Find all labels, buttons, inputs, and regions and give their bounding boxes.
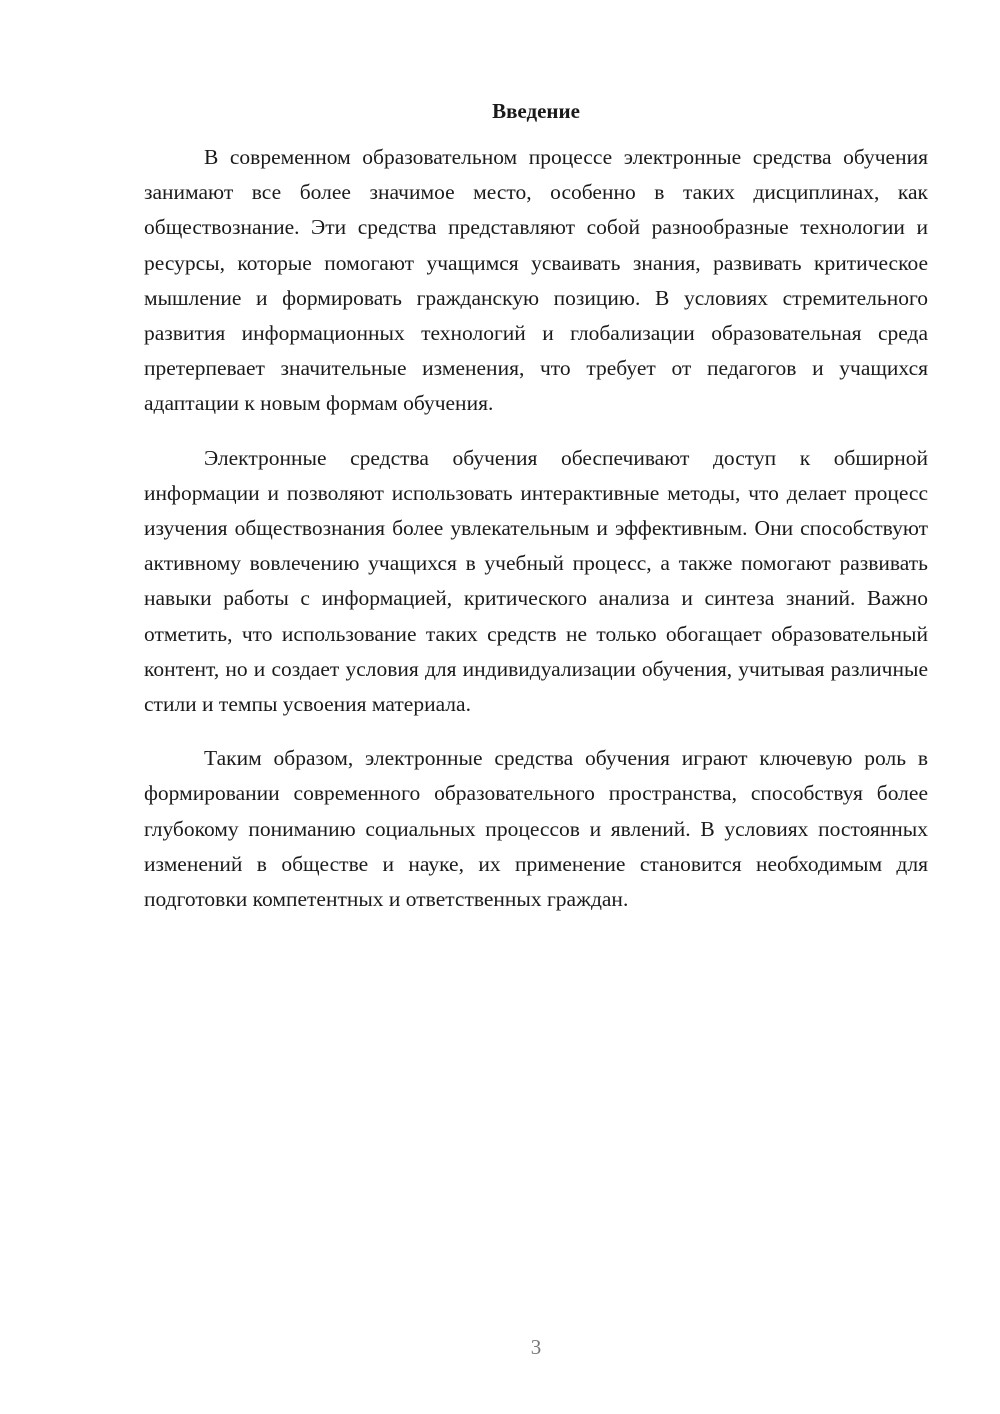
paragraph-2: Электронные средства обучения обеспечивают доступ к обширной информации и позволяют использовать интерактивные методы, что делает процесс изучения обществознания более увлекательным и эффективным. Они способствуют активному вовлечению учащихся в учебный процесс, а также помогают развивать навыки работы с информацией, критического анализа и синтеза знаний. Важно отметить, что использование таких средств не только обогащает образовательный контент, но и создает условия для индивидуализации обучения, учитывая различные стили и темпы усвоения материала. xyxy=(144,445,928,717)
paragraph-3: Таким образом, электронные средства обучения играют ключевую роль в формировании современного образовательного пространства, способствуя более глубокому пониманию социальных процессов и явлений. В условиях постоянных изменений в обществе и науке, их применение становится необходимым для подготовки компетентных и ответственных граждан. xyxy=(144,746,928,912)
page-content xyxy=(144,96,928,936)
page-number: 3 xyxy=(530,1335,542,1359)
paragraph-1: В современном образовательном процессе электронные средства обучения занимают все более значимое место, особенно в таких дисциплинах, как обществознание. Эти средства представляют собой разнообразные технологии и ресурсы, которые помогают учащимся усваивать знания, развивать критическое мышление и формировать гражданскую позицию. В условиях стремительного развития информационных технологий и глобализации образовательная среда претерпевает значительные изменения, что требует от педагогов и учащихся адаптации к новым формам обучения. xyxy=(144,145,928,416)
section-title: Введение xyxy=(492,99,580,123)
